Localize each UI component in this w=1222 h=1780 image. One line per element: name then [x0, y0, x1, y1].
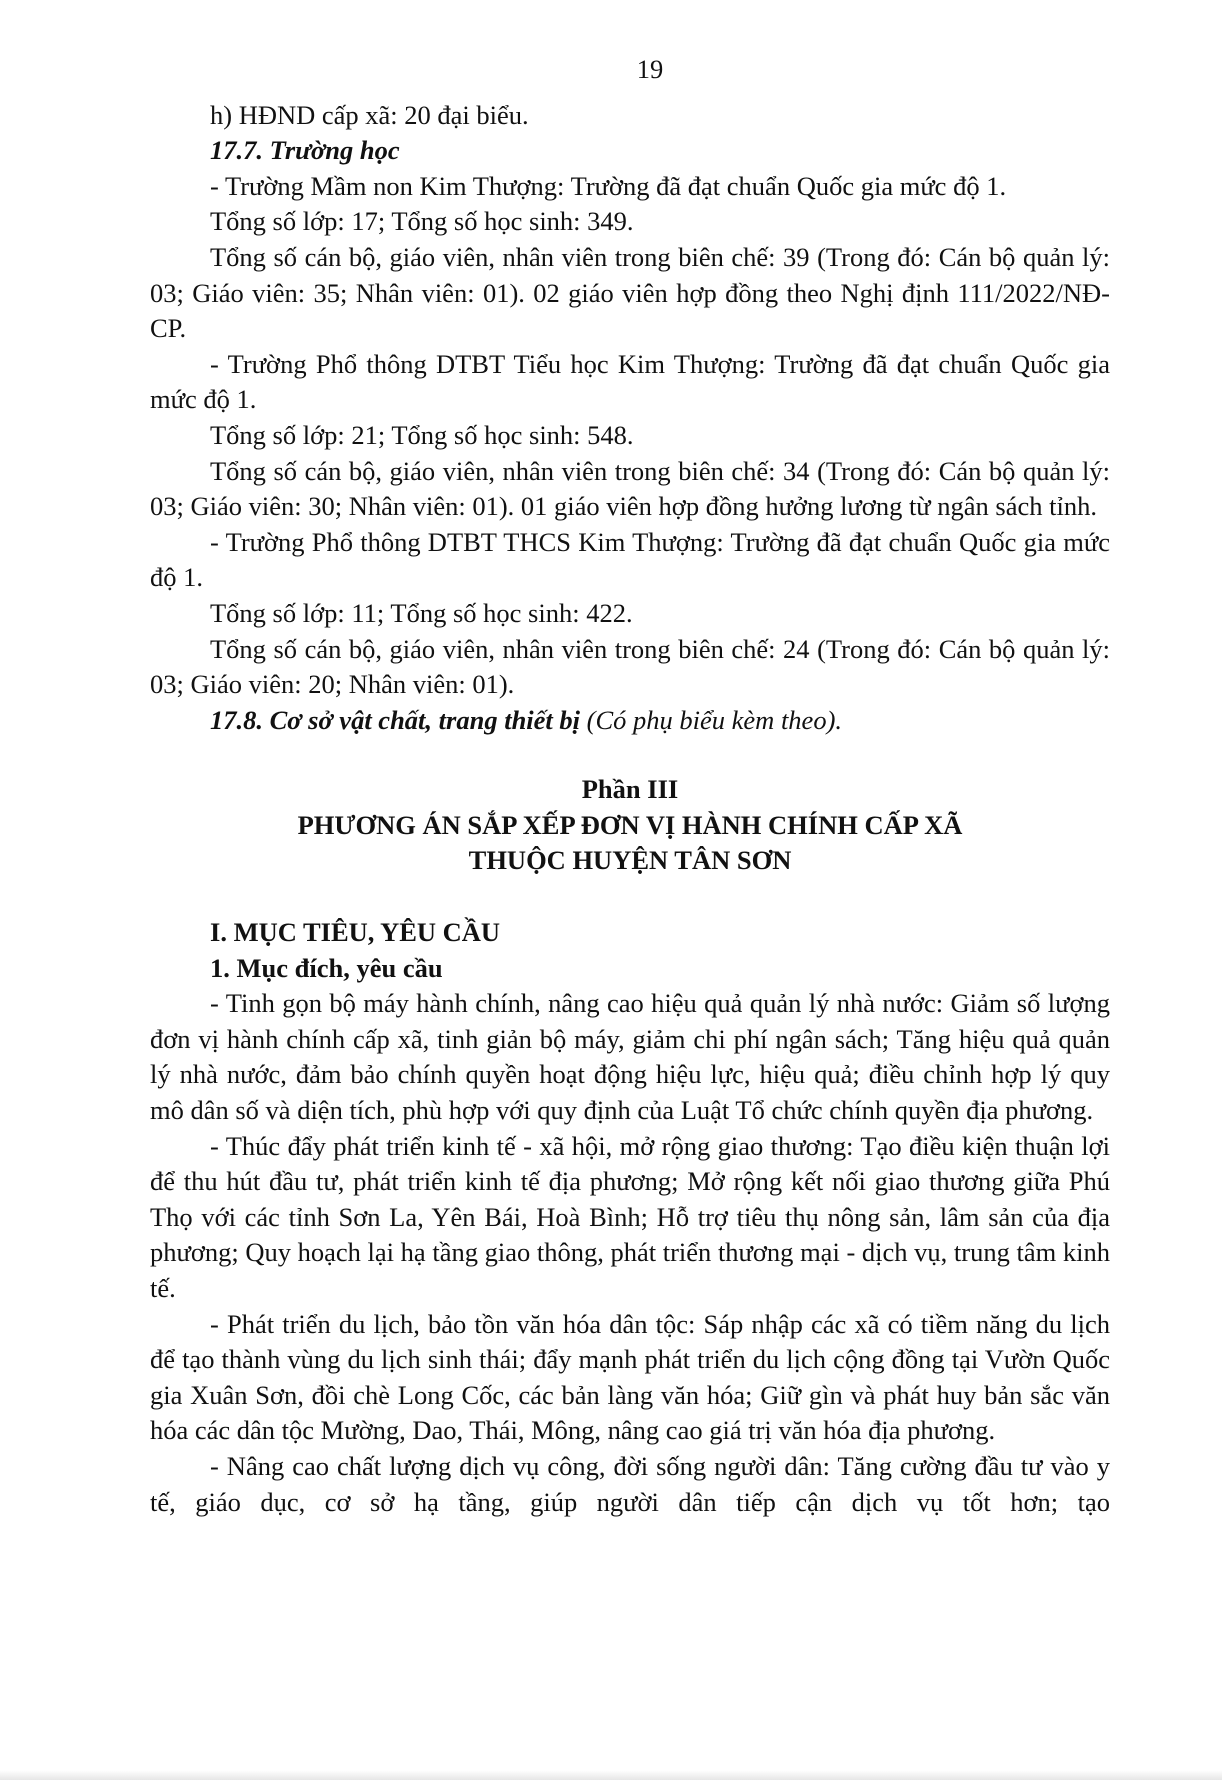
objective-paragraph: - Thúc đẩy phát triển kinh tế - xã hội, mở rộng giao thương: Tạo điều kiện thuận lợi để thu hút đầu tư, phát triển kinh tế địa phương; Mở rộng kết nối giao thương giữa Phú Thọ với các tỉnh Sơn La, Yên Bái, Hoà Bình; Hỗ trợ tiêu thụ nông sản, lâm sản của địa phương; Quy hoạch lại hạ tầng giao thông, phát triển thương mại - dịch vụ, trung tâm kinh tế.: [150, 1130, 1110, 1303]
primary-school-heading: - Trường Phổ thông DTBT Tiểu học Kim Thượng: Trường đã đạt chuẩn Quốc gia mức độ 1.: [150, 348, 1110, 415]
kindergarten-classes: Tổng số lớp: 17; Tổng số học sinh: 349.: [210, 206, 634, 237]
kindergarten-heading: - Trường Mầm non Kim Thượng: Trường đã đạt chuẩn Quốc gia mức độ 1.: [210, 170, 1007, 201]
part-heading: [150, 772, 1110, 879]
hdnd-delegates-line: h) HĐND cấp xã: 20 đại biểu.: [210, 99, 529, 130]
section-17-8-note: (Có phụ biểu kèm theo).: [586, 704, 843, 735]
objective-paragraph: - Nâng cao chất lượng dịch vụ công, đời sống người dân: Tăng cường đầu tư vào y tế, giáo dục, cơ sở hạ tầng, giúp người dân tiếp cận dịch vụ tốt hơn; tạo: [150, 1450, 1110, 1517]
kindergarten-staff: Tổng số cán bộ, giáo viên, nhân viên trong biên chế: 39 (Trong đó: Cán bộ quản lý: 03; Giáo viên: 35; Nhân viên: 01). 02 giáo viên hợp đồng theo Nghị định 111/2022/NĐ-CP.: [150, 241, 1110, 344]
secondary-school-heading: - Trường Phổ thông DTBT THCS Kim Thượng: Trường đã đạt chuẩn Quốc gia mức độ 1.: [150, 526, 1110, 593]
section-heading: I. MỤC TIÊU, YÊU CẦU: [210, 917, 501, 948]
secondary-school-classes: Tổng số lớp: 11; Tổng số học sinh: 422.: [210, 597, 633, 628]
section-17-7-title: 17.7. Trường học: [210, 135, 400, 166]
page-bottom-shadow: [0, 1770, 1222, 1780]
part-title-line1: PHƯƠNG ÁN SẮP XẾP ĐƠN VỊ HÀNH CHÍNH CẤP XÃ: [297, 809, 963, 840]
primary-school-staff: Tổng số cán bộ, giáo viên, nhân viên trong biên chế: 34 (Trong đó: Cán bộ quản lý: 03; Giáo viên: 30; Nhân viên: 01). 01 giáo viên hợp đồng hưởng lương từ ngân sách tỉnh.: [150, 455, 1110, 522]
section-objectives: [150, 915, 1110, 1520]
section-subheading: 1. Mục đích, yêu cầu: [210, 952, 443, 983]
part-label: Phần III: [581, 774, 679, 805]
primary-school-classes: Tổng số lớp: 21; Tổng số học sinh: 548.: [210, 419, 634, 450]
part-title-line2: THUỘC HUYỆN TÂN SƠN: [468, 845, 792, 876]
objective-paragraph: - Tinh gọn bộ máy hành chính, nâng cao hiệu quả quản lý nhà nước: Giảm số lượng đơn vị hành chính cấp xã, tinh giản bộ máy, giảm chi phí ngân sách; Tăng hiệu quả quản lý nhà nước, đảm bảo chính quyền hoạt động hiệu lực, hiệu quả; điều chỉnh hợp lý quy mô dân số và diện tích, phù hợp với quy định của Luật Tổ chức chính quyền địa phương.: [150, 988, 1110, 1126]
objective-paragraph: - Phát triển du lịch, bảo tồn văn hóa dân tộc: Sáp nhập các xã có tiềm năng du lịch để tạo thành vùng du lịch sinh thái; đẩy mạnh phát triển du lịch cộng đồng tại Vườn Quốc gia Xuân Sơn, đồi chè Long Cốc, các bản làng văn hóa; Giữ gìn và phát huy bản sắc văn hóa các dân tộc Mường, Dao, Thái, Mông, nâng cao giá trị văn hóa địa phương.: [150, 1308, 1110, 1446]
section-17-8-title: 17.8. Cơ sở vật chất, trang thiết bị: [210, 704, 581, 735]
section-17-8-line: [150, 703, 1110, 739]
secondary-school-staff: Tổng số cán bộ, giáo viên, nhân viên trong biên chế: 24 (Trong đó: Cán bộ quản lý: 03; Giáo viên: 20; Nhân viên: 01).: [150, 633, 1110, 700]
page-number: 19: [636, 54, 664, 84]
